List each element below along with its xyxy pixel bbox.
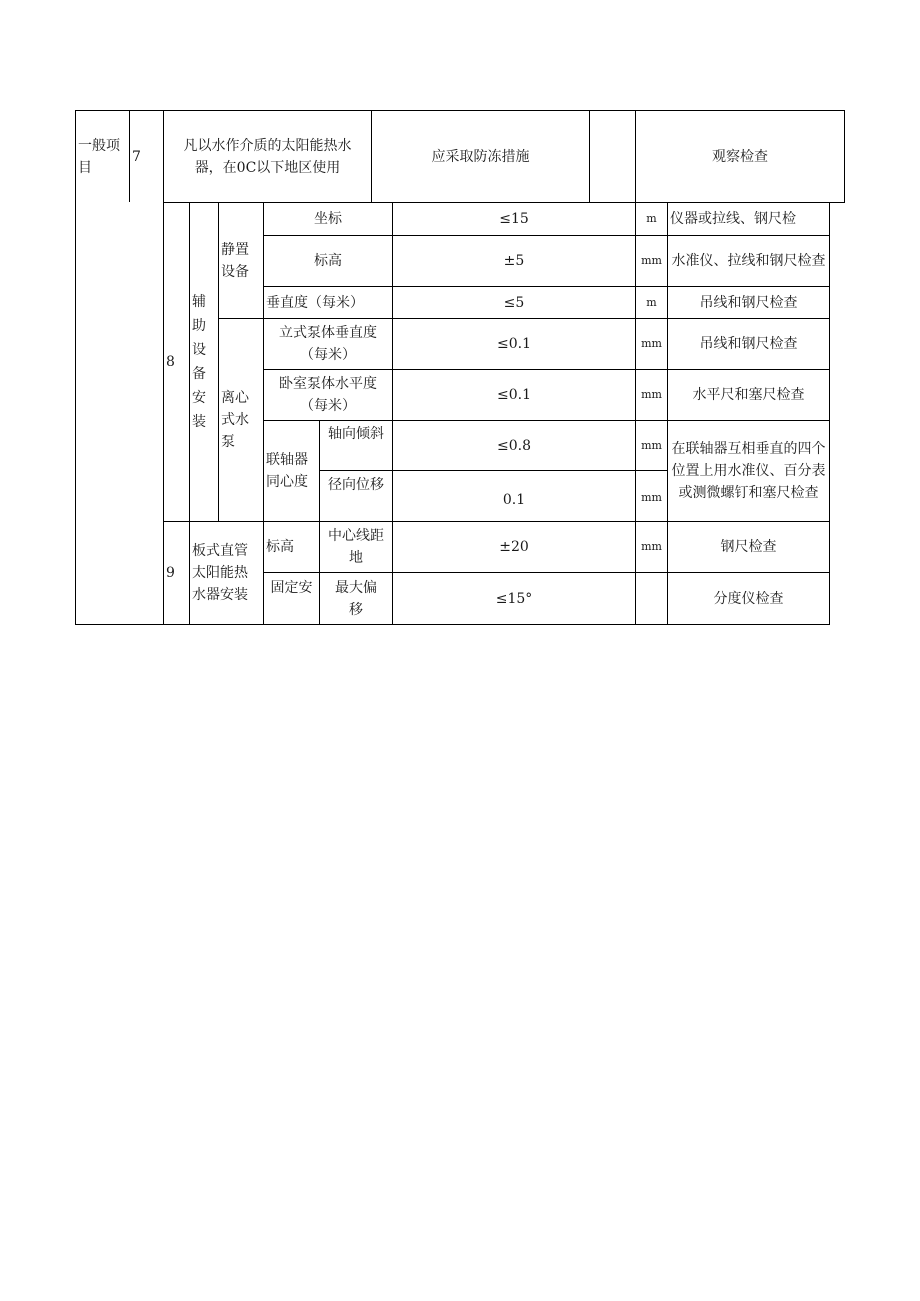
pump-row1-unit: mm	[641, 337, 662, 350]
pump-row2-item: 卧室泵体水平度（每米）	[279, 376, 377, 414]
static-row2-item: 标高	[314, 253, 342, 269]
row9-r2-label: 固定安	[270, 580, 313, 596]
coupling-method: 在联轴器互相垂直的四个位置上用水准仪、百分表或测微螺钉和塞尺检查	[671, 441, 826, 501]
coupling-axial-unit: mm	[641, 438, 662, 452]
coupling-axial-item: 轴向倾斜	[328, 426, 384, 442]
row9-r1-method: 钢尺检查	[720, 539, 777, 555]
row9-r1-label: 标高	[266, 539, 294, 555]
row9-group: 板式直管太阳能热水器安装	[192, 543, 248, 603]
static-row3-method: 吊线和钢尺检查	[699, 294, 798, 311]
row7-requirement: 应采取防冻措施	[431, 148, 530, 165]
row8-num: 8	[166, 354, 175, 370]
static-row1-unit: m	[646, 212, 657, 225]
row8-group: 辅助设备安装	[192, 294, 206, 430]
pump-label: 离心式水泵	[221, 390, 249, 450]
pump-row1-method: 吊线和钢尺检查	[699, 336, 798, 352]
static-row1-value: ≤15	[499, 211, 529, 227]
row9-num: 9	[166, 565, 175, 581]
table-bottom-border	[75, 624, 830, 625]
coupling-radial-unit: mm	[641, 491, 662, 504]
coupling-label: 联轴器同心度	[266, 452, 308, 490]
static-row2-method: 水准仪、拉线和钢尺检查	[671, 253, 826, 269]
pump-row2-value: ≤0.1	[497, 387, 531, 403]
row7-category: 一般项目	[78, 137, 120, 176]
row9-r1-item: 中心线距地	[328, 528, 384, 566]
coupling-radial-item: 径向位移	[328, 477, 384, 493]
row7-method: 观察检查	[712, 148, 768, 165]
static-row1-item: 坐标	[314, 211, 342, 227]
row9-r2-method: 分度仪检查	[713, 590, 784, 607]
coupling-axial-value: ≤0.8	[497, 437, 531, 454]
coupling-radial-value: 0.1	[502, 492, 526, 508]
row9-r1-unit: mm	[641, 540, 662, 553]
row9-r2-value: ≤15°	[495, 590, 533, 607]
row7-right-border	[844, 110, 845, 202]
pump-row1-item: 立式泵体垂直度（每米）	[279, 325, 377, 363]
table-right-border	[829, 202, 830, 624]
row9-r1-value: ±20	[499, 539, 529, 555]
static-row1-method: 仪器或拉线、钢尺检	[670, 211, 796, 227]
static-equipment-label: 静置设备	[221, 241, 249, 280]
pump-row2-method: 水平尺和塞尺检查	[692, 387, 805, 403]
row9-r2-item: 最大偏移	[335, 579, 377, 618]
static-row2-unit: mm	[641, 254, 662, 267]
static-row2-value: ±5	[503, 253, 525, 269]
static-row3-value: ≤5	[503, 294, 525, 311]
static-row3-unit: m	[646, 295, 657, 309]
pump-row2-unit: mm	[641, 388, 662, 401]
row7-unit	[590, 111, 635, 202]
row7-num: 7	[132, 148, 141, 165]
row9-r2-unit	[636, 573, 667, 624]
static-row3-item: 垂直度（每米）	[266, 294, 364, 311]
row7-item: 凡以水作介质的太阳能热水器，在0C以下地区使用	[183, 137, 352, 176]
pump-row1-value: ≤0.1	[497, 336, 531, 352]
